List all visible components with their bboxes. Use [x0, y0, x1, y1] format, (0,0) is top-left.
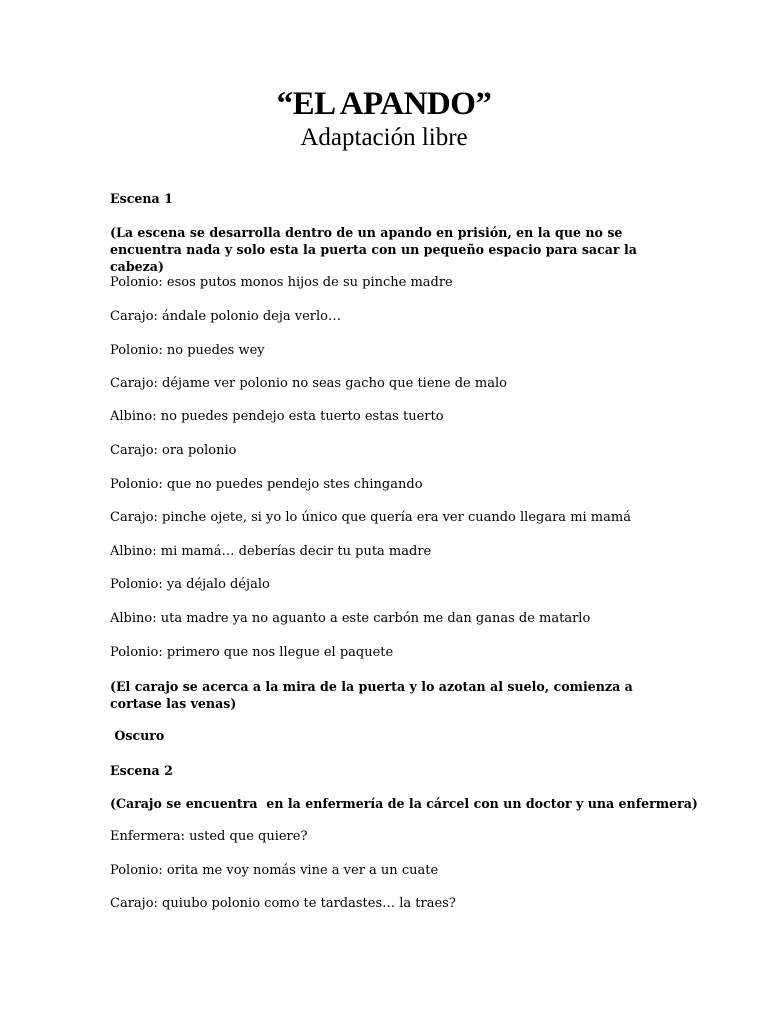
dialogue-line: Carajo: ora polonio	[110, 443, 237, 458]
dialogue-line: Enfermera: usted que quiere?	[110, 829, 308, 844]
scene-heading: Escena 1	[110, 191, 173, 206]
stage-direction: Oscuro	[110, 728, 165, 743]
dialogue-line: Polonio: ya déjalo déjalo	[110, 577, 270, 592]
dialogue-line: Polonio: que no puedes pendejo stes chingando	[110, 477, 423, 492]
dialogue-line: Polonio: primero que nos llegue el paquete	[110, 645, 394, 660]
dialogue-line: Carajo: ándale polonio deja verlo…	[110, 309, 341, 324]
scene-heading: Escena 2	[110, 763, 173, 778]
stage-direction: (Carajo se encuentra en la enfermería de la cárcel con un doctor y una enfermera)	[110, 796, 698, 811]
dialogue-line: Albino: uta madre ya no aguanto a este carbón me dan ganas de matarlo	[110, 611, 591, 626]
dialogue-line: Albino: no puedes pendejo esta tuerto estas tuerto	[110, 409, 444, 424]
dialogue-line: Carajo: quiubo polonio como te tardastes… la traes?	[110, 896, 456, 911]
document-subtitle: Adaptación libre	[300, 124, 468, 151]
dialogue-line: Polonio: no puedes wey	[110, 343, 265, 358]
dialogue-line: Polonio: orita me voy nomás vine a ver a un cuate	[110, 863, 439, 878]
dialogue-line: Polonio: esos putos monos hijos de su pinche madre	[110, 275, 453, 290]
dialogue-line: Carajo: déjame ver polonio no seas gacho que tiene de malo	[110, 376, 507, 391]
document-title: “EL APANDO”	[276, 86, 492, 122]
stage-direction: (La escena se desarrolla dentro de un apando en prisión, en la que no se encuentra nada y solo esta la puerta con un pequeño espacio para sacar la cabeza)	[110, 225, 637, 274]
stage-direction: (El carajo se acerca a la mira de la puerta y lo azotan al suelo, comienza a cortase las venas)	[110, 679, 633, 711]
dialogue-line: Carajo: pinche ojete, si yo lo único que quería era ver cuando llegara mi mamá	[110, 510, 631, 525]
dialogue-line: Albino: mi mamá… deberías decir tu puta madre	[110, 544, 432, 559]
